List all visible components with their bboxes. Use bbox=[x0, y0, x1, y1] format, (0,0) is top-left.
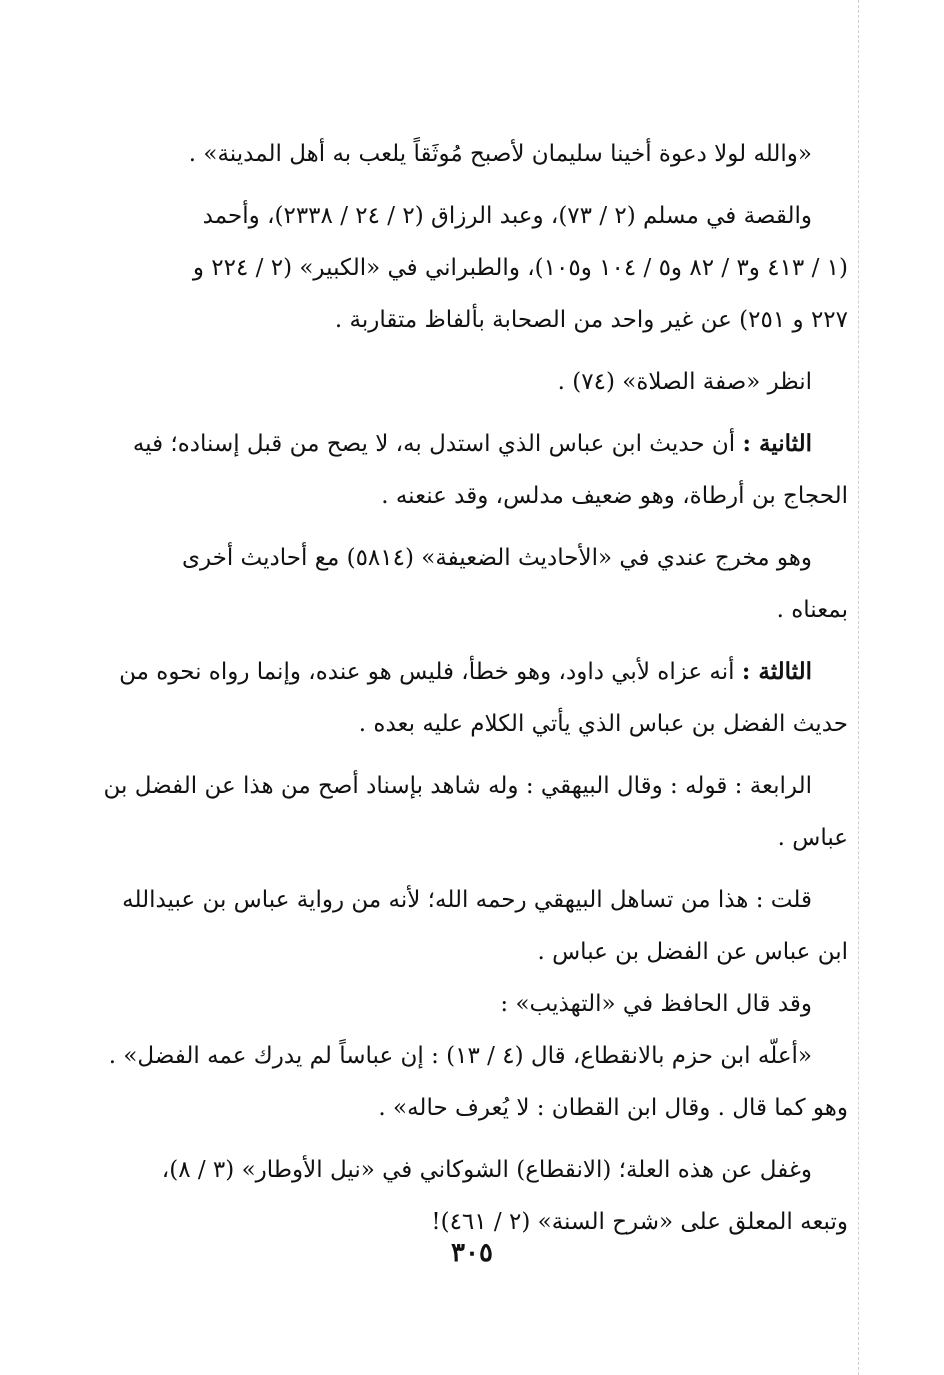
text-line: وتبعه المعلق على «شرح السنة» (٢ / ٤٦١)! bbox=[431, 1209, 848, 1235]
text-line: بمعناه . bbox=[776, 597, 848, 623]
text-line: وغفل عن هذه العلة؛ (الانقطاع) الشوكاني في «نيل الأوطار» (٣ / ٨)، bbox=[161, 1157, 812, 1183]
text-line: ابن عباس عن الفضل بن عباس . bbox=[537, 939, 848, 965]
page-number: ٣٠٥ bbox=[451, 1238, 493, 1268]
text-line: والقصة في مسلم (٢ / ٧٣)، وعبد الرزاق (٢ / ٢٤ / ٢٣٣٨)، وأحمد bbox=[202, 203, 812, 229]
body-text bbox=[100, 128, 848, 1248]
text-line: الرابعة : قوله : وقال البيهقي : وله شاهد بإسناد أصح من هذا عن الفضل بن bbox=[103, 773, 812, 799]
text-line: وهو مخرج عندي في «الأحاديث الضعيفة» (٥٨١٤) مع أحاديث أخرى bbox=[181, 545, 812, 571]
text-line: الثالثة : أنه عزاه لأبي داود، وهو خطأ، فليس هو عنده، وإنما رواه نحوه من bbox=[119, 658, 812, 685]
text-line: حديث الفضل بن عباس الذي يأتي الكلام عليه بعده . bbox=[358, 711, 848, 737]
text-line: انظر «صفة الصلاة» (٧٤) . bbox=[557, 369, 812, 395]
page-edge-line bbox=[858, 0, 859, 1375]
text-line: الحجاج بن أرطاة، وهو ضعيف مدلس، وقد عنعنه . bbox=[381, 483, 848, 509]
text-line: وقد قال الحافظ في «التهذيب» : bbox=[500, 991, 812, 1017]
text-line: ٢٢٧ و ٢٥١) عن غير واحد من الصحابة بألفاظ متقاربة . bbox=[334, 307, 848, 333]
text-line: «أعلّه ابن حزم بالانقطاع، قال (٤ / ١٣) : إن عباساً لم يدرك عمه الفضل» . bbox=[108, 1043, 812, 1069]
text-line: عباس . bbox=[777, 825, 848, 851]
text-line: وهو كما قال . وقال ابن القطان : لا يُعرف حاله» . bbox=[378, 1095, 848, 1121]
section-lead: الثانية : bbox=[742, 430, 812, 457]
text-line: قلت : هذا من تساهل البيهقي رحمه الله؛ لأنه من رواية عباس بن عبيدالله bbox=[122, 887, 812, 913]
section-lead: الثالثة : bbox=[741, 658, 812, 685]
text-line: «والله لولا دعوة أخينا سليمان لأصبح مُوثَقاً يلعب به أهل المدينة» . bbox=[188, 141, 812, 167]
text-line: الثانية : أن حديث ابن عباس الذي استدل به، لا يصح من قبل إسناده؛ فيه bbox=[132, 430, 812, 457]
text-line: (١ / ٤١٣ و٣ / ٨٢ و٥ / ١٠٤ و١٠٥)، والطبراني في «الكبير» (٢ / ٢٢٤ و bbox=[192, 255, 848, 281]
